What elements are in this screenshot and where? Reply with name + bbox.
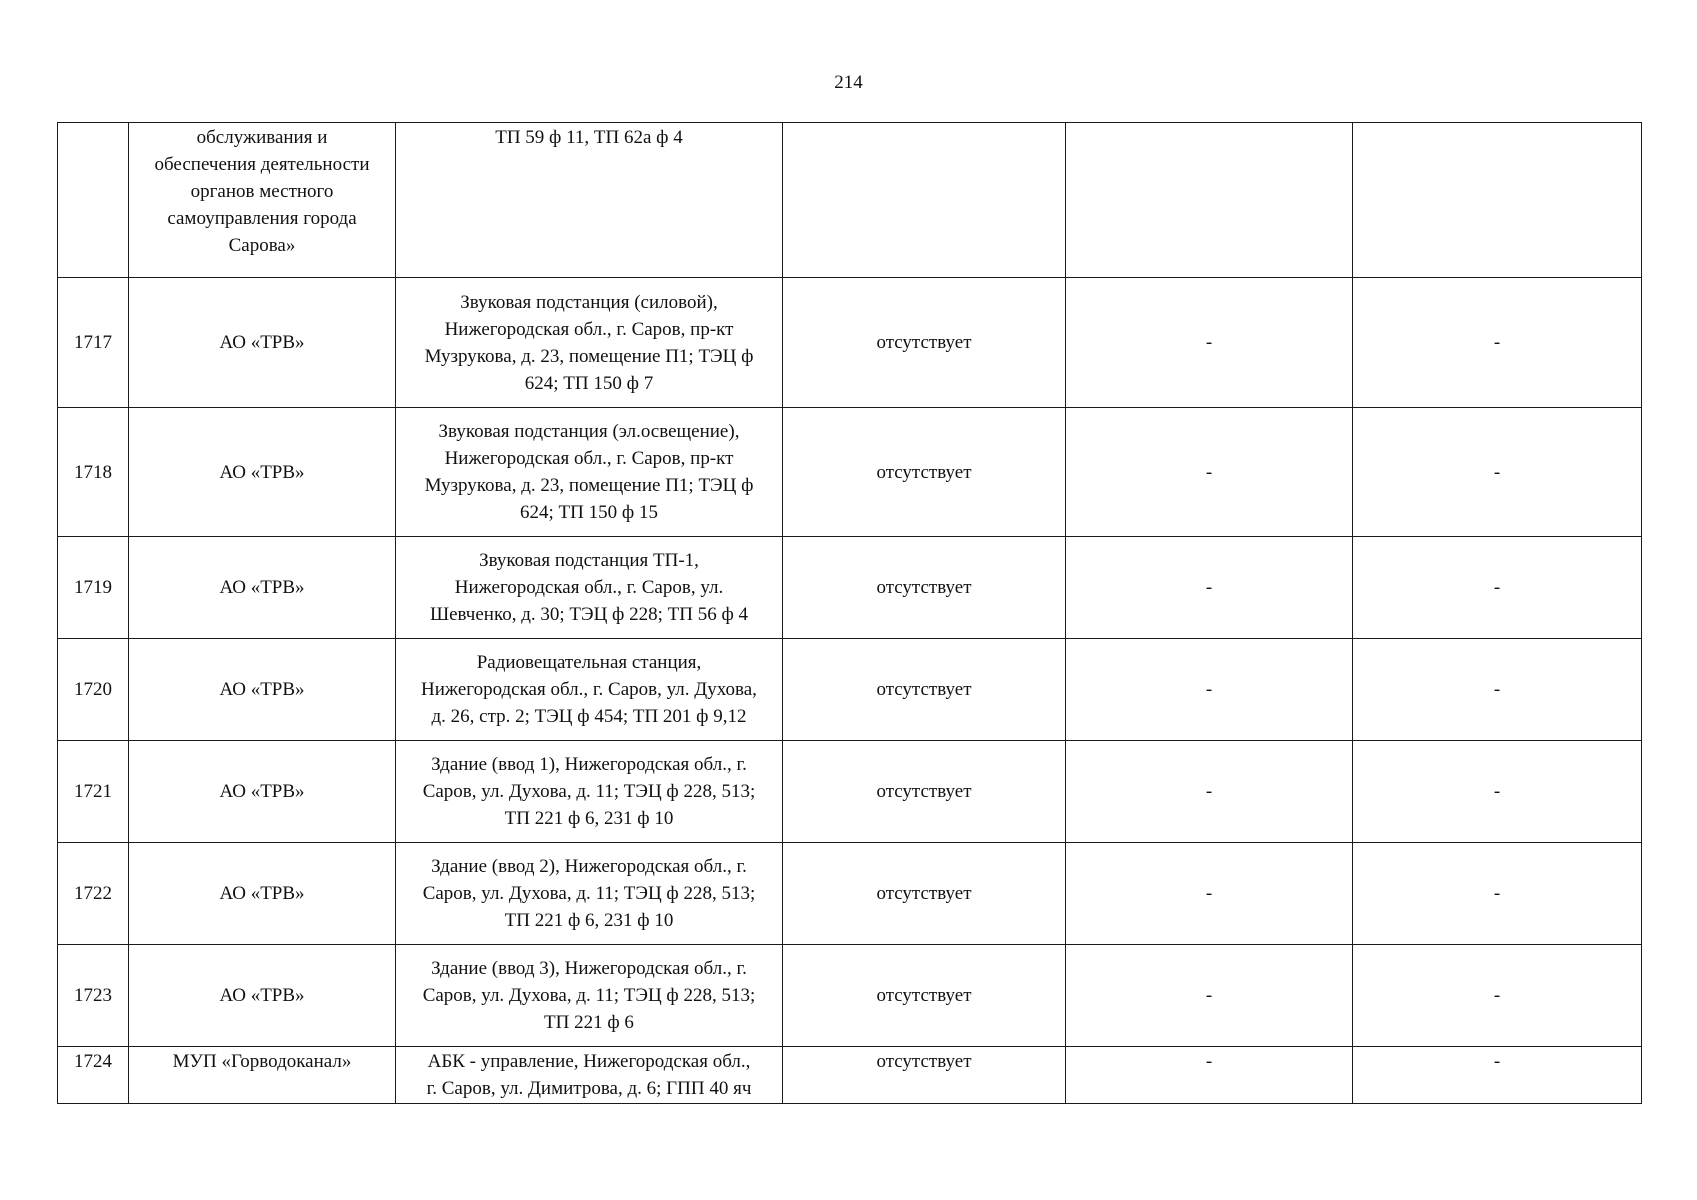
column-5-cell: - [1066,843,1353,945]
column-6-cell: - [1353,1047,1642,1104]
table-row [58,408,1642,537]
row-number-cell: 1718 [58,408,129,537]
object-cell: Здание (ввод 1), Нижегородская обл., г. Саров, ул. Духова, д. 11; ТЭЦ ф 228, 513; ТП 221 ф 6, 231 ф 10 [396,741,783,843]
data-table [57,122,1642,1104]
row-number-cell: 1724 [58,1047,129,1104]
object-cell: АБК - управление, Нижегородская обл., г. Саров, ул. Димитрова, д. 6; ГПП 40 яч [396,1047,783,1104]
column-5-cell: - [1066,945,1353,1047]
consumer-cell: обслуживания и обеспечения деятельности органов местного самоуправления города Сарова» [129,123,396,278]
column-4-cell: отсутствует [783,741,1066,843]
column-4-cell: отсутствует [783,537,1066,639]
column-5-cell: - [1066,537,1353,639]
consumer-cell: АО «ТРВ» [129,741,396,843]
table-row [58,1047,1642,1104]
column-4-cell: отсутствует [783,639,1066,741]
column-5-cell: - [1066,1047,1353,1104]
object-cell: Звуковая подстанция (силовой), Нижегородская обл., г. Саров, пр-кт Музрукова, д. 23, помещение П1; ТЭЦ ф 624; ТП 150 ф 7 [396,278,783,408]
row-number-cell: 1717 [58,278,129,408]
column-6-cell: - [1353,741,1642,843]
row-number-cell: 1721 [58,741,129,843]
table-row [58,123,1642,278]
column-6-cell: - [1353,278,1642,408]
column-6-cell: - [1353,537,1642,639]
table-row [58,639,1642,741]
column-5-cell: - [1066,278,1353,408]
column-5-cell: - [1066,408,1353,537]
table-row [58,537,1642,639]
consumer-cell: АО «ТРВ» [129,408,396,537]
column-4-cell: отсутствует [783,408,1066,537]
column-5-cell [1066,123,1353,278]
column-6-cell: - [1353,945,1642,1047]
column-4-cell [783,123,1066,278]
column-6-cell [1353,123,1642,278]
column-5-cell: - [1066,741,1353,843]
consumer-cell: АО «ТРВ» [129,639,396,741]
row-number-cell: 1719 [58,537,129,639]
column-4-cell: отсутствует [783,278,1066,408]
row-number-cell [58,123,129,278]
column-6-cell: - [1353,639,1642,741]
column-6-cell: - [1353,408,1642,537]
consumer-cell: АО «ТРВ» [129,945,396,1047]
object-cell: Здание (ввод 3), Нижегородская обл., г. Саров, ул. Духова, д. 11; ТЭЦ ф 228, 513; ТП 221 ф 6 [396,945,783,1047]
page-number: 214 [834,72,863,93]
column-6-cell: - [1353,843,1642,945]
table-row [58,843,1642,945]
object-cell: Радиовещательная станция, Нижегородская обл., г. Саров, ул. Духова, д. 26, стр. 2; ТЭЦ ф 454; ТП 201 ф 9,12 [396,639,783,741]
column-4-cell: отсутствует [783,945,1066,1047]
column-5-cell: - [1066,639,1353,741]
column-4-cell: отсутствует [783,1047,1066,1104]
consumer-cell: АО «ТРВ» [129,843,396,945]
object-cell: Здание (ввод 2), Нижегородская обл., г. Саров, ул. Духова, д. 11; ТЭЦ ф 228, 513; ТП 221 ф 6, 231 ф 10 [396,843,783,945]
table-row [58,278,1642,408]
row-number-cell: 1720 [58,639,129,741]
object-cell: Звуковая подстанция (эл.освещение), Нижегородская обл., г. Саров, пр-кт Музрукова, д. 23, помещение П1; ТЭЦ ф 624; ТП 150 ф 15 [396,408,783,537]
consumer-cell: МУП «Горводоканал» [129,1047,396,1104]
object-cell: ТП 59 ф 11, ТП 62а ф 4 [396,123,783,278]
consumer-cell: АО «ТРВ» [129,278,396,408]
table-row [58,741,1642,843]
column-4-cell: отсутствует [783,843,1066,945]
row-number-cell: 1722 [58,843,129,945]
object-cell: Звуковая подстанция ТП-1, Нижегородская обл., г. Саров, ул. Шевченко, д. 30; ТЭЦ ф 228; ТП 56 ф 4 [396,537,783,639]
consumer-cell: АО «ТРВ» [129,537,396,639]
row-number-cell: 1723 [58,945,129,1047]
table-row [58,945,1642,1047]
